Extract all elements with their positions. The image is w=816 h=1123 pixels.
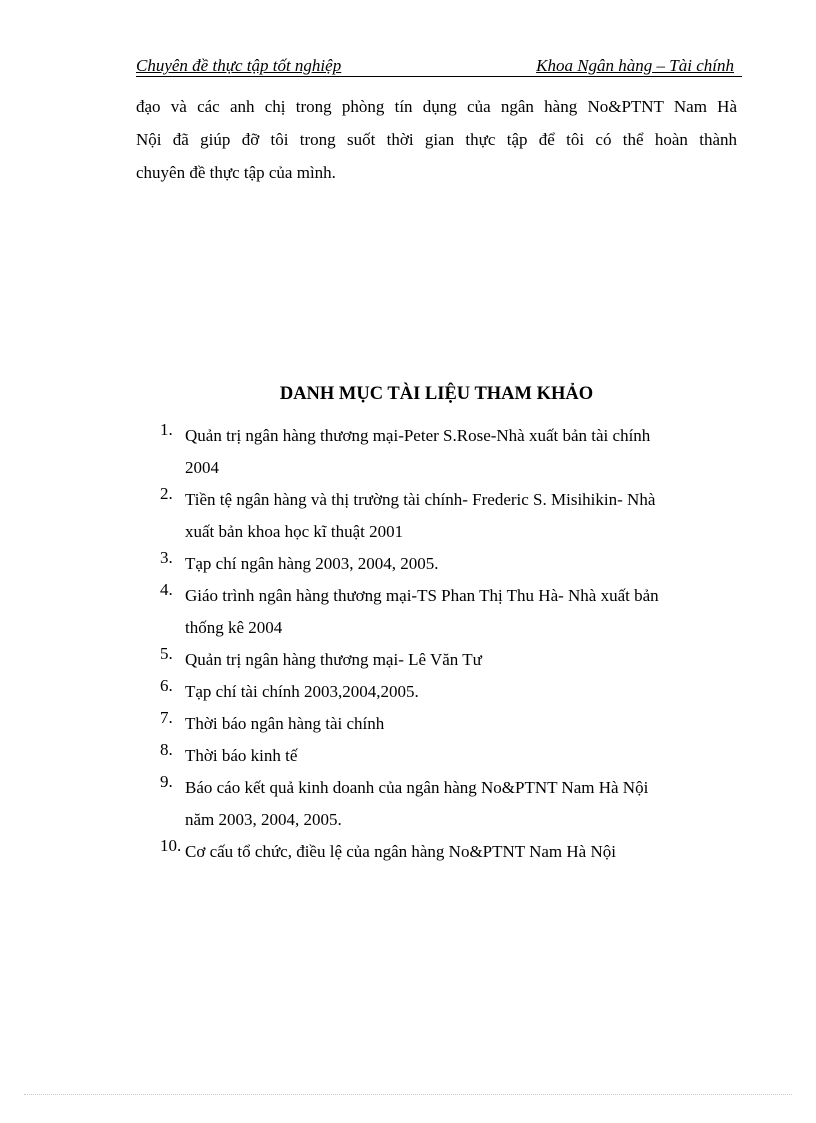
reference-item [136, 676, 737, 708]
reference-text: Tiền tệ ngân hàng và thị trường tài chính- Frederic S. Misihikin- Nhà [185, 490, 656, 509]
references-list [136, 420, 737, 868]
reference-item [136, 484, 737, 548]
reference-item [136, 644, 737, 676]
reference-number: 2. [160, 484, 173, 503]
intro-line: chuyên đề thực tập của mình. [136, 163, 336, 182]
intro-line: đạo và các anh chị trong phòng tín dụng của ngân hàng No&PTNT Nam Hà [136, 97, 737, 116]
reference-number: 6. [160, 676, 173, 695]
reference-text: Thời báo kinh tế [185, 746, 298, 765]
reference-item [136, 740, 737, 772]
reference-item [136, 708, 737, 740]
reference-number: 7. [160, 708, 173, 727]
reference-number: 4. [160, 580, 173, 599]
reference-number: 10. [160, 836, 182, 855]
references-title: DANH MỤC TÀI LIỆU THAM KHẢO [279, 384, 594, 404]
reference-text: thống kê 2004 [185, 618, 283, 637]
reference-text: Cơ cấu tổ chức, điều lệ của ngân hàng No&PTNT Nam Hà Nội [185, 842, 616, 861]
reference-item [136, 548, 737, 580]
reference-text: Tạp chí tài chính 2003,2004,2005. [185, 682, 419, 701]
reference-item [136, 580, 737, 644]
reference-text: xuất bản khoa học kĩ thuật 2001 [185, 522, 404, 541]
reference-text: Quản trị ngân hàng thương mại-Peter S.Rose-Nhà xuất bản tài chính [185, 426, 651, 445]
header-faculty: Khoa Ngân hàng – Tài chính [536, 56, 734, 75]
reference-item [136, 836, 737, 868]
reference-text: Giáo trình ngân hàng thương mại-TS Phan Thị Thu Hà- Nhà xuất bản [185, 586, 659, 605]
footer-divider [24, 1094, 792, 1095]
intro-paragraph [136, 90, 737, 189]
reference-number: 1. [160, 420, 173, 439]
reference-number: 9. [160, 772, 173, 791]
reference-number: 5. [160, 644, 173, 663]
page-header [136, 54, 742, 77]
reference-item [136, 420, 737, 484]
reference-number: 3. [160, 548, 173, 567]
intro-line: Nội đã giúp đỡ tôi trong suốt thời gian thực tập để tôi có thể hoàn thành [136, 130, 737, 149]
reference-text: 2004 [185, 458, 219, 477]
reference-item [136, 772, 737, 836]
reference-number: 8. [160, 740, 173, 759]
reference-text: Báo cáo kết quả kinh doanh của ngân hàng No&PTNT Nam Hà Nội [185, 778, 649, 797]
reference-text: Tạp chí ngân hàng 2003, 2004, 2005. [185, 554, 439, 573]
reference-text: Quản trị ngân hàng thương mại- Lê Văn Tư [185, 650, 482, 669]
reference-text: năm 2003, 2004, 2005. [185, 810, 342, 829]
header-document-type: Chuyên đề thực tập tốt nghiệp [136, 56, 342, 75]
reference-text: Thời báo ngân hàng tài chính [185, 714, 385, 733]
